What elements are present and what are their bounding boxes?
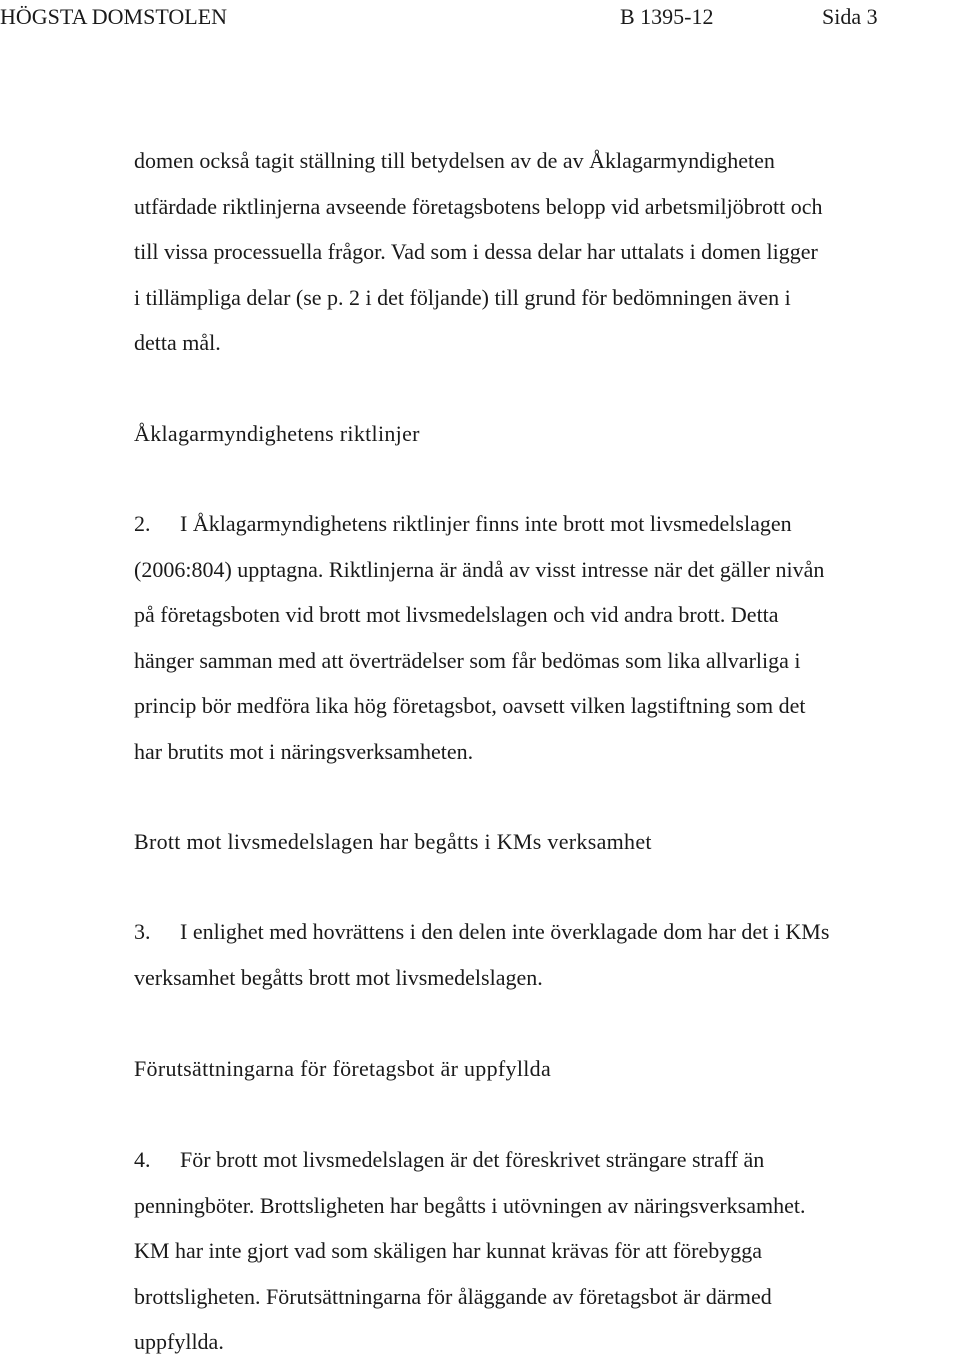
paragraph-number: 3.	[134, 919, 151, 944]
paragraph-line: verksamhet begåtts brott mot livsmedelslagen.	[134, 964, 543, 990]
paragraph-line: 3. I enlighet med hovrättens i den delen inte överklagade dom har det i KMs	[134, 909, 829, 955]
intro-line: till vissa processuella frågor. Vad som i dessa delar har uttalats i domen ligger	[134, 239, 818, 264]
section-heading-offence: Brott mot livsmedelslagen har begåtts i KMs verksamhet	[134, 829, 652, 854]
paragraph-line: 4. För brott mot livsmedelslagen är det föreskrivet strängare straff än	[134, 1137, 805, 1183]
paragraph-2	[134, 501, 824, 774]
section-heading-guidelines: Åklagarmyndighetens riktlinjer	[134, 421, 420, 446]
paragraph-line: på företagsboten vid brott mot livsmedelslagen och vid andra brott. Detta	[134, 602, 779, 627]
intro-line: i tillämpliga delar (se p. 2 i det följande) till grund för bedömningen även i	[134, 284, 791, 310]
intro-line: detta mål.	[134, 330, 221, 355]
case-number: B 1395-12	[620, 4, 714, 29]
paragraph-number: 4.	[134, 1147, 151, 1172]
paragraph-line: uppfyllda.	[134, 1329, 224, 1354]
paragraph-line: brottsligheten. Förutsättningarna för åläggande av företagsbot är därmed	[134, 1283, 772, 1309]
paragraph-4	[134, 1137, 805, 1365]
intro-line: domen också tagit ställning till betydelsen av de av Åklagarmyndigheten	[134, 148, 775, 173]
page-number: Sida 3	[822, 4, 878, 29]
paragraph-line: princip bör medföra lika hög företagsbot, oavsett vilken lagstiftning som det	[134, 693, 806, 718]
page-header	[0, 0, 960, 40]
paragraph-line: 2. I Åklagarmyndighetens riktlinjer finns inte brott mot livsmedelslagen	[134, 501, 824, 547]
paragraph-line: hänger samman med att överträdelser som får bedömas som lika allvarliga i	[134, 647, 801, 673]
intro-paragraph	[134, 138, 823, 366]
paragraph-number: 2.	[134, 511, 151, 536]
section-heading-conditions: Förutsättningarna för företagsbot är uppfyllda	[134, 1056, 552, 1081]
paragraph-3	[134, 909, 829, 1000]
paragraph-line: KM har inte gjort vad som skäligen har kunnat krävas för att förebygga	[134, 1238, 763, 1263]
paragraph-line: (2006:804) upptagna. Riktlinjerna är ändå av visst intresse när det gäller nivån	[134, 556, 825, 582]
paragraph-line: penningböter. Brottsligheten har begåtts i utövningen av näringsverksamhet.	[134, 1192, 806, 1218]
intro-line: utfärdade riktlinjerna avseende företagsbotens belopp vid arbetsmiljöbrott och	[134, 193, 823, 219]
court-name: HÖGSTA DOMSTOLEN	[0, 4, 228, 29]
paragraph-line: har brutits mot i näringsverksamheten.	[134, 738, 474, 764]
